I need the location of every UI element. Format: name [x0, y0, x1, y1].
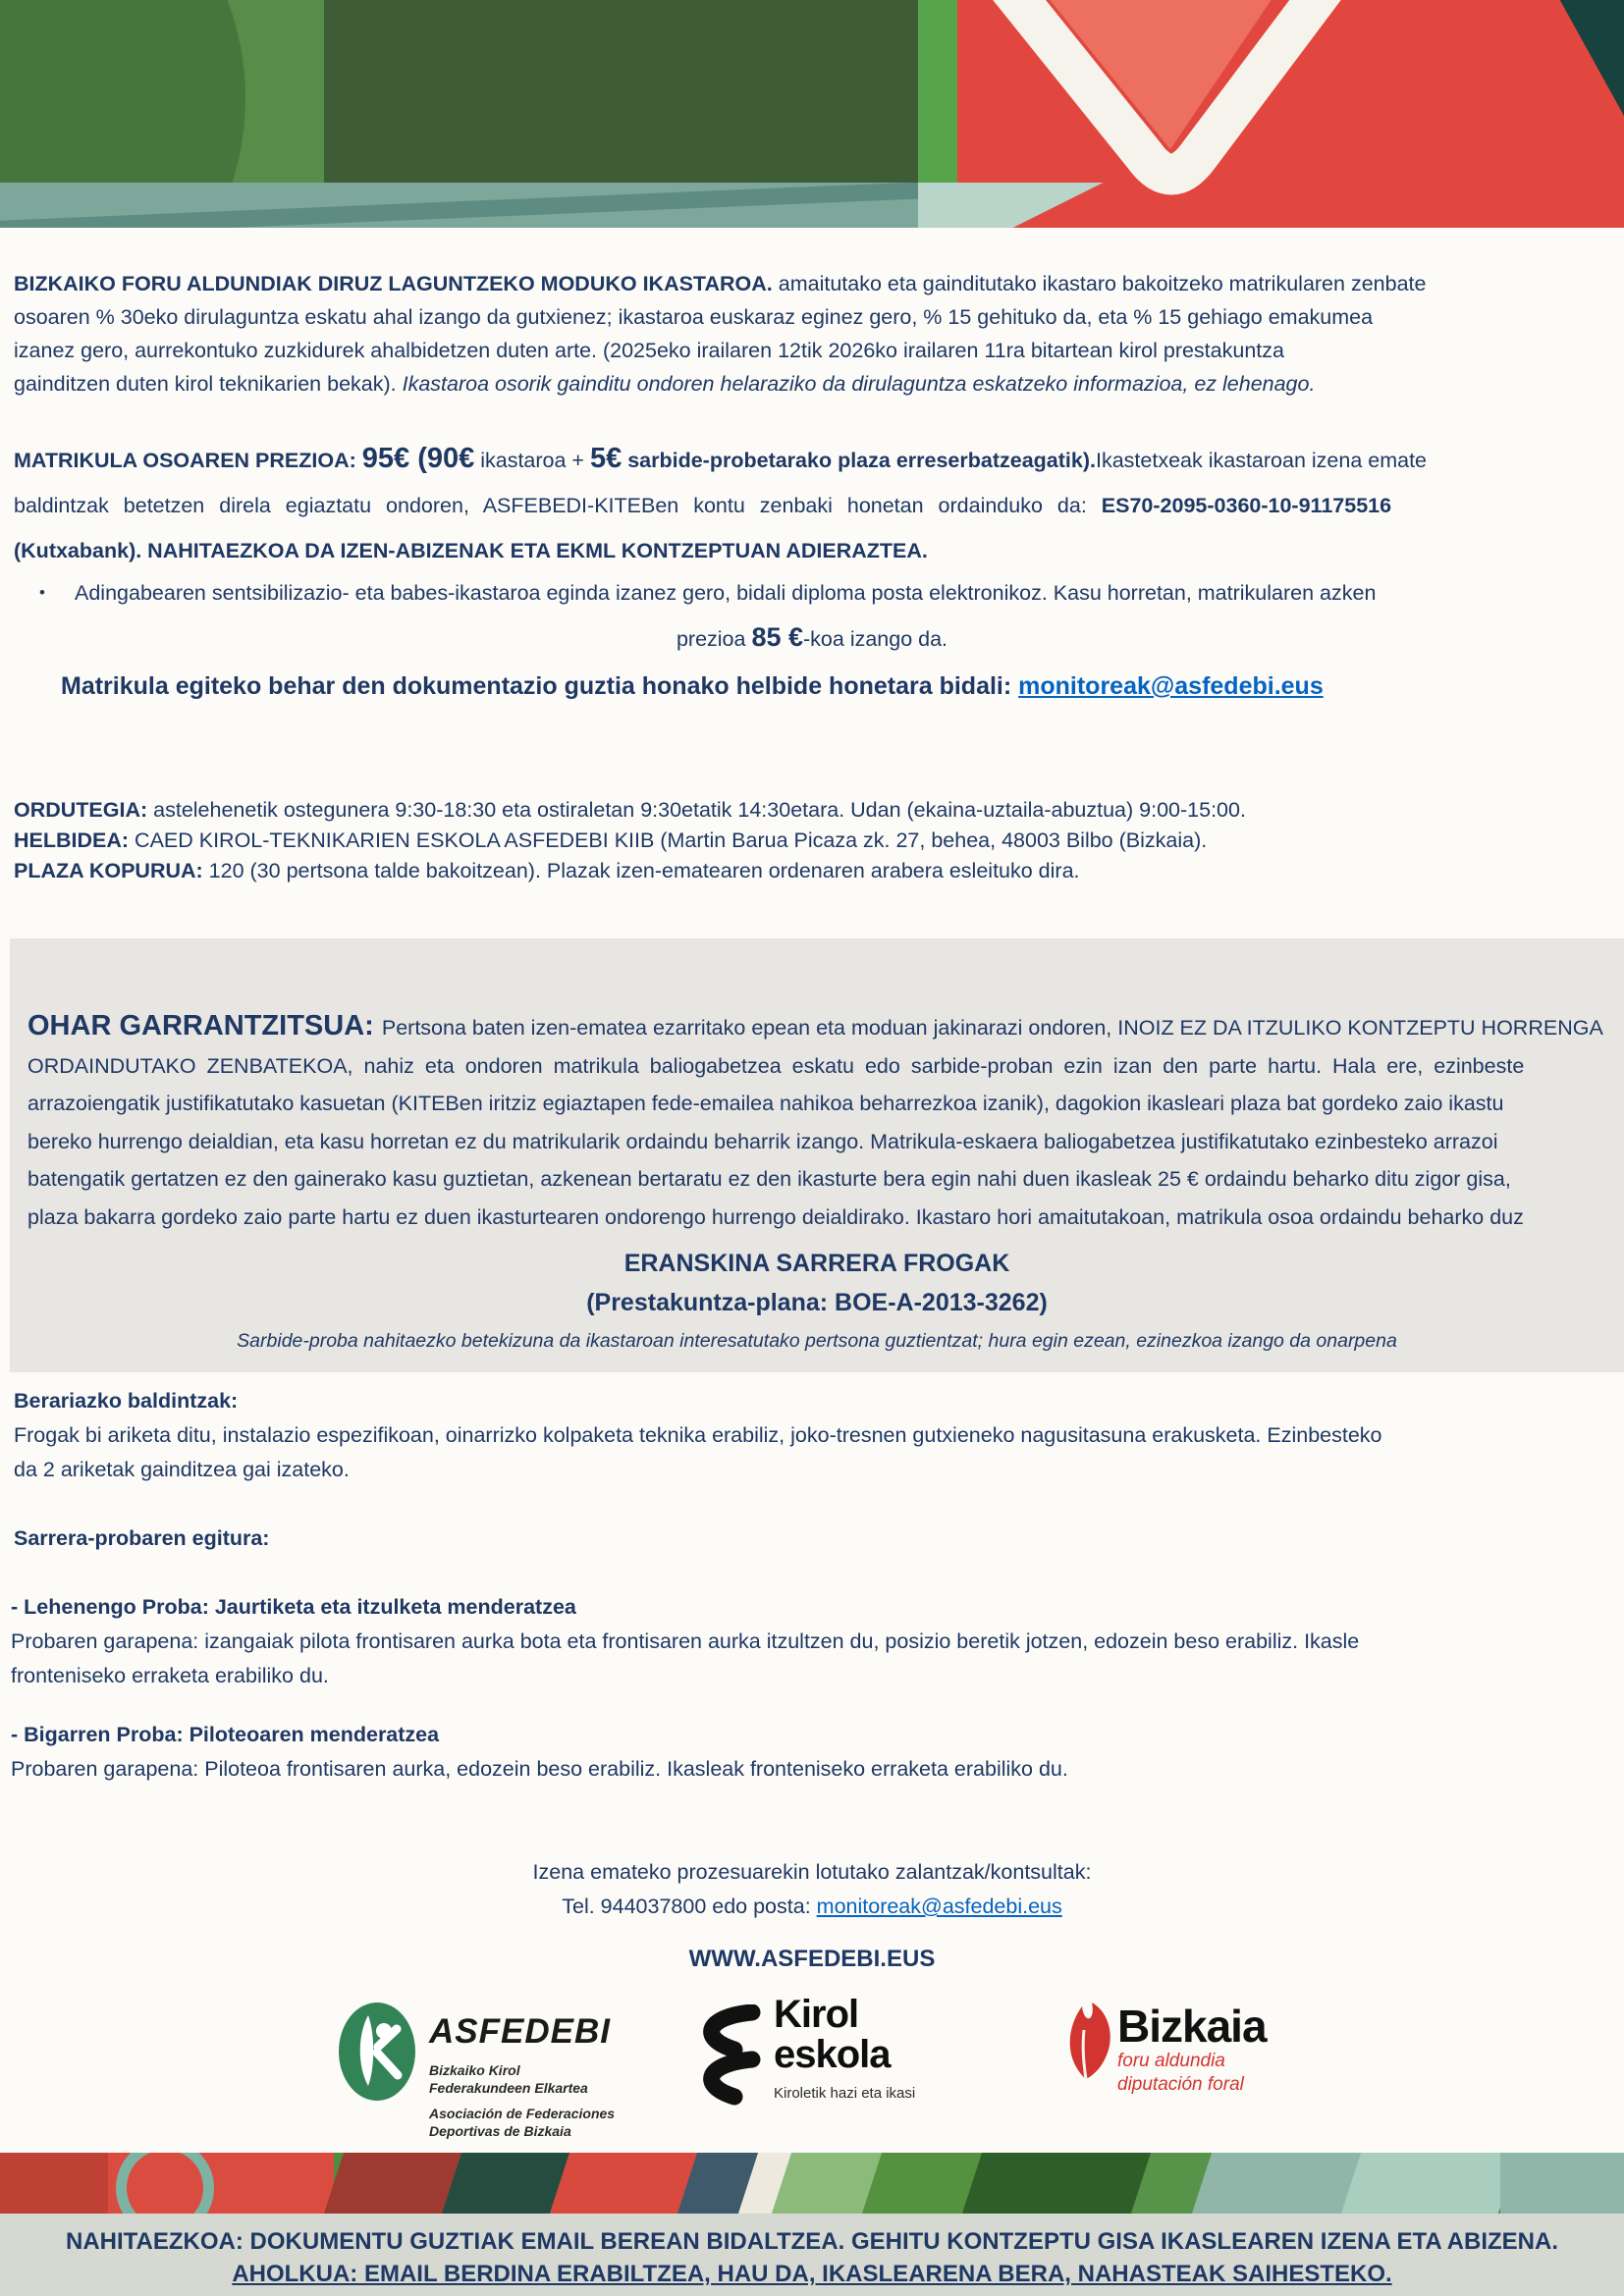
- second-test-heading: - Bigarren Proba: Piloteoaren menderatzea: [11, 1723, 440, 1746]
- bullet-line-2: prezioa 85 €-koa izango da.: [676, 622, 948, 652]
- logo-kirol-eskola: [687, 1993, 982, 2148]
- address-line: HELBIDEA: CAED KIROL-TEKNIKARIEN ESKOLA ASFEDEBI KIIB (Martin Barua Picaza zk. 27, behea, 48003 Bilbo (Bizkaia).: [14, 828, 1208, 852]
- annex-plan: (Prestakuntza-plana: BOE-A-2013-3262): [586, 1289, 1048, 1316]
- bizkaia-subtitle-2: diputación foral: [1117, 2074, 1244, 2095]
- annex-heading: [10, 1244, 1624, 1360]
- important-notice-box: [10, 938, 1624, 1372]
- notice-line-1: OHAR GARRANTZITSUA: Pertsona baten izen-ematea ezarritako epean eta moduan jakinarazi ondoren, INOIZ EZ DA ITZULIKO KONTZEPTU HORRENGA: [27, 1010, 1603, 1041]
- kirol-eskola-texts: [774, 1995, 915, 2102]
- light-teal-wedge-decoration: [1338, 2153, 1522, 2214]
- conditions-line-1: Frogak bi ariketa ditu, instalazio espezifikoan, oinarrizko kolpaketa teknika erabiliz, joko-tresnen gutxieneko nagusitasuna erakusketa. Ezinbesteko: [14, 1423, 1382, 1447]
- dark-green-wedge-decoration: [959, 2153, 1163, 2214]
- intro-line-2: osoaren % 30eko dirulaguntza eskatu ahal izango da gutxienez; ikastaroa euskaraz eginez gero, % 15 gehituko da, eta % 15 gehiago emakumea: [14, 305, 1374, 329]
- kirol-word-1: Kirol: [774, 1993, 859, 2036]
- kirol-word-2: eskola: [774, 2033, 891, 2076]
- test-structure-heading: [14, 1522, 1624, 1556]
- footer-band: [0, 2214, 1624, 2296]
- second-test-line-1: Probaren garapena: Piloteoa frontisaren aurka, edozein beso erabiliz. Ikasleak fronteniseko erraketa erabiliko du.: [11, 1757, 1068, 1781]
- notice-line-4: bereko hurrengo deialdian, eta kasu horretan ez du matrikularik ordaindu beharrik izango. Matrikula-eskaera baliogabetzea justifikatutako ezinbesteko arrazoi: [27, 1129, 1498, 1153]
- notice-line-6: plaza bakarra gordeko zaio parte hartu ez duen ikasturtearen ondorengo hurrengo deialdirako. Ikastaro hori amaitutakoan, matrikula osoa ordaindu beharko duz: [27, 1204, 1524, 1229]
- asfedebi-subtitle-es: Asociación de Federaciones Deportivas de Bizkaia: [429, 2106, 616, 2139]
- price-line-2: baldintzak betetzen direla egiaztatu ondoren, ASFEBEDI-KITEBen kontu zenbaki honetan ordainduko da: ES70-2095-0360-10-91175516: [14, 494, 1392, 517]
- logo-asfedebi: [339, 2001, 663, 2148]
- bizkaia-subtitle-1: foru aldundia: [1117, 2051, 1225, 2071]
- notice-line-3: arrazoiengatik justifikatutako kasuetan (KITEBen iritziz egiaztapen fede-emailea nahikoa beharrezkoa izanik), dagokion ikasleari plaza bat gordeko zaio ikastu: [27, 1092, 1504, 1115]
- asfedebi-texts: [429, 2012, 615, 2140]
- intro-line-1: BIZKAIKO FORU ALDUNDIAK DIRUZ LAGUNTZEKO MODUKO IKASTAROA. amaitutako eta gainditutako ikastaro bakoitzeko matrikularen zenbate: [14, 272, 1427, 295]
- diploma-bullet: [0, 570, 1624, 662]
- green-strip-decoration: [918, 0, 957, 183]
- intro-paragraph: [14, 267, 1624, 400]
- first-test: [11, 1590, 1624, 1693]
- iban-number: ES70-2095-0360-10-91175516: [1101, 494, 1392, 517]
- curve-decoration: [0, 0, 245, 183]
- logo-bizkaia: [1060, 2001, 1355, 2148]
- kirol-eskola-icon: [687, 2004, 764, 2111]
- circle-ring-decoration: [116, 2153, 214, 2214]
- notice-line-2: ORDAINDUTAKO ZENBATEKOA, nahiz eta ondoren matrikula baliogabetzea eskatu edo sarbide-proban ezin izan den parte hartu. Hala ere, ezinbeste: [27, 1053, 1525, 1078]
- structure-heading-text: Sarrera-probaren egitura:: [14, 1526, 270, 1550]
- places-line: PLAZA KOPURUA: 120 (30 pertsona talde bakoitzean). Plazak izen-ematearen ordenaren arabera esleituko dira.: [14, 859, 1080, 882]
- notice-title: OHAR GARRANTZITSUA:: [27, 1010, 382, 1041]
- bullet-line-1: • Adingabearen sentsibilizazio- eta babes-ikastaroa eginda izanez gero, bidali diploma posta elektronikoz. Kasu horretan, matrikularen azken: [0, 570, 1624, 615]
- send-docs-heading: [61, 669, 1624, 703]
- contact-block: [0, 1855, 1624, 1924]
- specific-conditions: [14, 1384, 1624, 1487]
- red-block-decoration: [0, 2153, 118, 2214]
- price-line-1: MATRIKULA OSOAREN PREZIOA: 95€ (90€ ikastaroa + 5€ sarbide-probetarako plaza erreserbatzeagatik).Ikastetxeak ikastaroan izena emate: [14, 443, 1428, 474]
- contact-line-2: Tel. 944037800 edo posta: monitoreak@asfedebi.eus: [562, 1895, 1062, 1918]
- asfedebi-subtitle-eu: Bizkaiko Kirol Federakundeen Elkartea: [429, 2062, 588, 2096]
- footer-mandatory-text: NAHITAEZKOA: DOKUMENTU GUZTIAK EMAIL BEREAN BIDALTZEA. GEHITU KONTZEPTU GISA IKASLEAREN IZENA ETA ABIZENA.: [66, 2228, 1558, 2255]
- send-docs-text: Matrikula egiteko behar den dokumentazio guztia honako helbide honetara bidali: monitoreak@asfedebi.eus: [61, 672, 1324, 700]
- notice-paragraph: [27, 1007, 1624, 1236]
- price-line-3: (Kutxabank). NAHITAEZKOA DA IZEN-ABIZENAK ETA EKML KONTZEPTUAN ADIERAZTEA.: [14, 539, 928, 562]
- schedule-line: ORDUTEGIA: astelehenetik ostegunera 9:30-18:30 eta ostiraletan 9:30etatik 14:30etara. Udan (ekaina-uztaila-abuztua) 9:00-15:00.: [14, 798, 1246, 822]
- intro-line-4: gainditzen duten kirol teknikarien bekak). Ikastaroa osorik gainditu ondoren helaraziko da dirulaguntza eskatzeko informazioa, ez lehenago.: [14, 372, 1316, 396]
- email-link[interactable]: monitoreak@asfedebi.eus: [1018, 672, 1324, 700]
- footer-artwork: [0, 2153, 1624, 2214]
- first-test-heading: - Lehenengo Proba: Jaurtiketa eta itzulketa menderatzea: [11, 1595, 576, 1619]
- website: [0, 1946, 1624, 1973]
- notice-line-5: batengatik gertatzen ez den gainerako kasu guztietan, azkenean bertaratu ez den ikasturte bera egin nahi duen ikasleak 25 € ordaindu beharko ditu zigor gisa,: [27, 1167, 1511, 1191]
- diagonal-stripe-decoration: [0, 183, 918, 228]
- kirol-tagline: Kiroletik hazi eta ikasi: [774, 2085, 916, 2102]
- teal-block-decoration: [1500, 2153, 1624, 2214]
- second-test: [11, 1718, 1624, 1787]
- footer-advice-text: AHOLKUA: EMAIL BERDINA ERABILTZEA, HAU DA, IKASLEARENA BERA, NAHASTEAK SAIHESTEKO.: [232, 2261, 1392, 2287]
- asfedebi-name: ASFEDEBI: [429, 2012, 611, 2051]
- header-artwork: [0, 0, 1624, 228]
- green-square-decoration: [0, 0, 324, 183]
- annex-note: Sarbide-proba nahitaezko betekizuna da ikastaroan interesatutako pertsona guztientzat; hura egin ezean, ezinezkoa izango da onarpena: [237, 1330, 1397, 1352]
- conditions-line-2: da 2 ariketak gainditzea gai izateko.: [14, 1458, 350, 1481]
- bizkaia-leaf-icon: [1060, 2001, 1115, 2092]
- annex-title: ERANSKINA SARRERA FROGAK: [623, 1250, 1010, 1277]
- bizkaia-name: Bizkaia: [1117, 2001, 1267, 2052]
- contact-email-link[interactable]: monitoreak@asfedebi.eus: [816, 1895, 1062, 1918]
- bizkaia-texts: [1117, 2002, 1267, 2097]
- conditions-heading: Berariazko baldintzak:: [14, 1389, 239, 1413]
- teal-strip-decoration: [0, 183, 918, 228]
- price-paragraph: [14, 436, 1624, 573]
- maroon-block-decoration: [321, 2153, 465, 2214]
- first-test-line-1: Probaren garapena: izangaiak pilota frontisaren aurka bota eta frontisaren aurka itzultzen du, posizio beretik jotzen, edozein beso erabiliz. Ikasle: [11, 1629, 1360, 1653]
- intro-line-3: izanez gero, aurrekontuko zuzkidurek ahalbidetzen duten arte. (2025eko irailaren 12tik 2026ko irailaren 11ra bitartean kirol prestakuntza: [14, 339, 1284, 362]
- schedule-info: [14, 795, 1624, 886]
- asfedebi-figure-icon: [339, 2002, 415, 2101]
- website-url: WWW.ASFEDEBI.EUS: [688, 1946, 936, 1972]
- contact-line-1: Izena emateko prozesuarekin lotutako zalantzak/kontsultak:: [532, 1860, 1092, 1884]
- bullet-icon: •: [39, 583, 45, 602]
- logos-row: [0, 1993, 1624, 2148]
- dark-green-square-decoration: [324, 0, 918, 183]
- first-test-line-2: fronteniseko erraketa erabiliko du.: [11, 1664, 329, 1687]
